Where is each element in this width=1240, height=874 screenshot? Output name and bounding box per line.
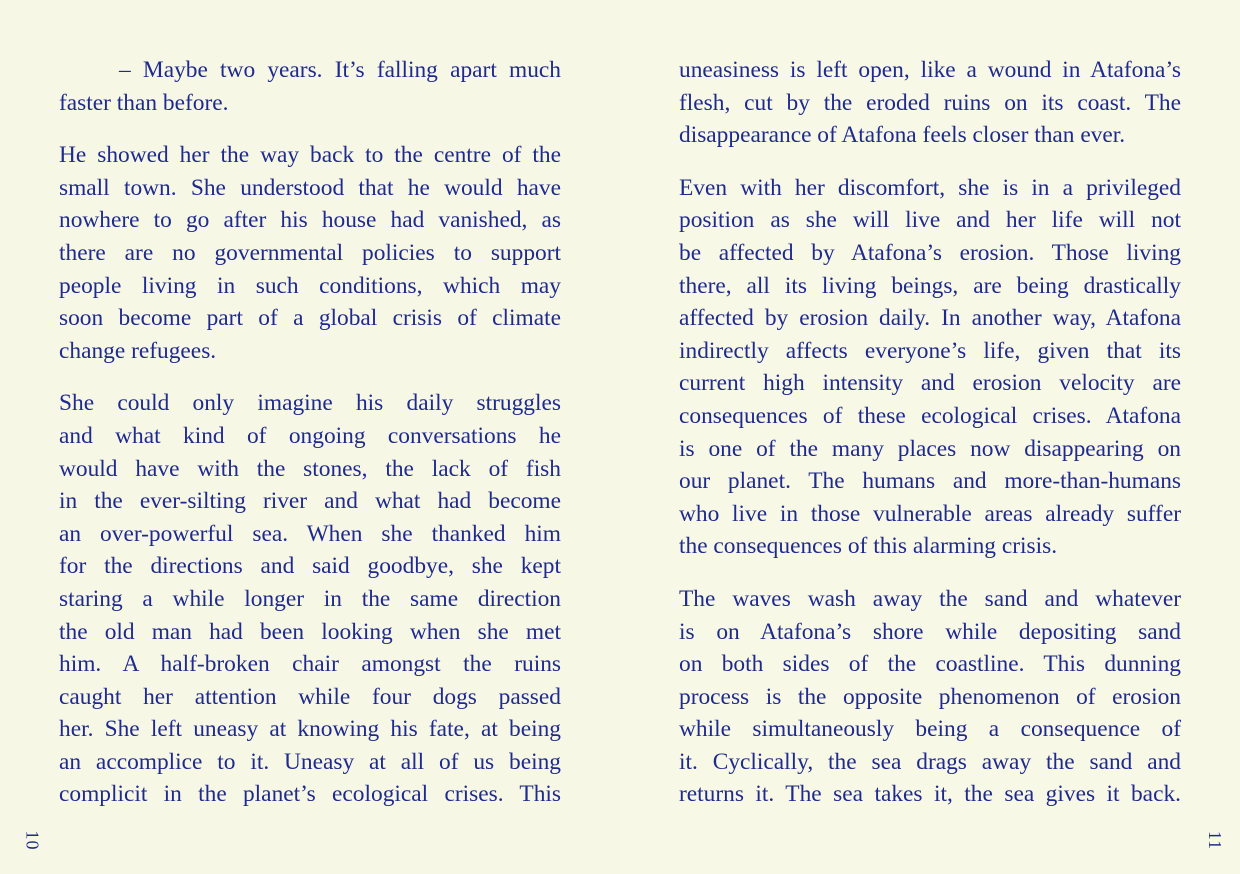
text-line: change refugees. — [59, 337, 217, 364]
text-line: faster than before. — [59, 89, 229, 116]
text-line: for the directions and said goodbye, she kept — [59, 553, 561, 580]
text-line: an over-powerful sea. When she thanked him — [59, 520, 561, 547]
text-line: soon become part of a global crisis of climate — [59, 305, 561, 332]
text-line: is on Atafona’s shore while depositing sand — [679, 618, 1181, 645]
text-line: He showed her the way back to the centre of the — [59, 142, 561, 169]
text-line: staring a while longer in the same direction — [59, 585, 561, 612]
text-line: Even with her discomfort, she is in a privileged — [679, 174, 1181, 201]
text-line: there, all its living beings, are being drastically — [679, 272, 1181, 299]
text-line: returns it. The sea takes it, the sea gives it back. — [679, 781, 1181, 808]
text-line: is one of the many places now disappearing on — [679, 435, 1181, 462]
text-line: current high intensity and erosion velocity are — [679, 370, 1181, 397]
text-line: The waves wash away the sand and whatever — [679, 585, 1181, 612]
text-line: indirectly affects everyone’s life, given that its — [679, 337, 1181, 364]
right-page-text — [679, 54, 1181, 811]
text-line: process is the opposite phenomenon of erosion — [679, 683, 1181, 710]
text-line: complicit in the planet’s ecological crises. This — [59, 781, 561, 808]
text-line: nowhere to go after his house had vanished, as — [59, 207, 561, 234]
right-page — [620, 0, 1240, 874]
text-line: would have with the stones, the lack of fish — [59, 455, 561, 482]
text-line: uneasiness is left open, like a wound in Atafona’s — [679, 57, 1181, 83]
text-line: She could only imagine his daily struggles — [59, 390, 561, 417]
left-page-text — [59, 54, 561, 811]
text-line: while simultaneously being a consequence of — [679, 716, 1181, 743]
text-line: position as she will live and her life will not — [679, 207, 1181, 234]
text-line: small town. She understood that he would have — [59, 174, 561, 201]
text-line: be affected by Atafona’s erosion. Those living — [679, 239, 1181, 266]
text-line: flesh, cut by the eroded ruins on its coast. The — [679, 89, 1181, 116]
text-line: it. Cyclically, the sea drags away the sand and — [679, 748, 1181, 775]
text-line: in the ever-silting river and what had become — [59, 488, 561, 515]
text-line: consequences of these ecological crises. Atafona — [679, 402, 1181, 429]
text-line: affected by erosion daily. In another way, Atafona — [679, 305, 1181, 332]
text-line: her. She left uneasy at knowing his fate, at being — [59, 716, 561, 743]
text-line: the old man had been looking when she met — [59, 618, 561, 645]
page-number: 11 — [1205, 830, 1226, 851]
text-line: people living in such conditions, which may — [59, 272, 561, 299]
text-line: disappearance of Atafona feels closer than ever. — [679, 122, 1126, 149]
text-line: the consequences of this alarming crisis. — [679, 533, 1058, 560]
text-line: and what kind of ongoing conversations he — [59, 422, 561, 449]
text-line: there are no governmental policies to support — [59, 239, 561, 266]
text-line: an accomplice to it. Uneasy at all of us being — [59, 748, 561, 775]
text-line: – Maybe two years. It’s falling apart much — [119, 57, 561, 83]
text-line: who live in those vulnerable areas already suffer — [679, 500, 1181, 527]
text-line: our planet. The humans and more-than-humans — [679, 468, 1181, 495]
text-line: on both sides of the coastline. This dunning — [679, 651, 1181, 678]
page-number: 10 — [22, 830, 43, 851]
text-line: him. A half-broken chair amongst the ruins — [59, 651, 561, 678]
text-line: caught her attention while four dogs passed — [59, 683, 561, 710]
